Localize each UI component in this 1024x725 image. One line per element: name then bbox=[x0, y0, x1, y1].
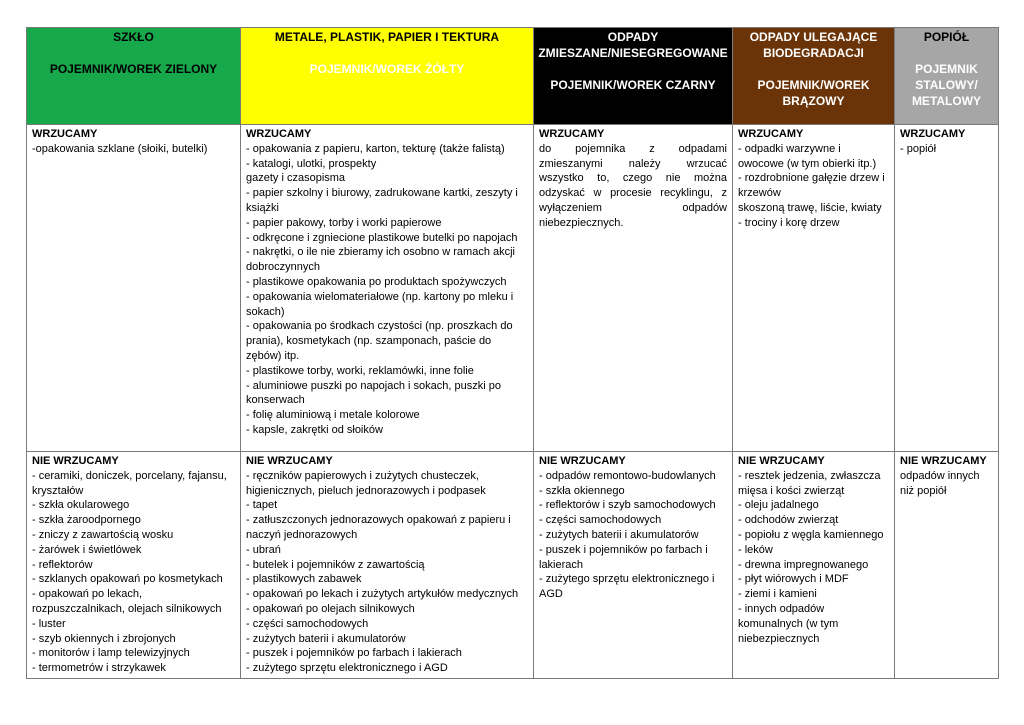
list-item: - odpadki warzywne i owocowe (w tym obierki itp.) bbox=[738, 142, 877, 170]
list-item: - żarówek i świetlówek bbox=[32, 543, 142, 556]
put-row bbox=[27, 125, 999, 452]
list-item: - płyt wiórowych i MDF bbox=[738, 573, 849, 586]
list-item: - szkła okiennego bbox=[539, 484, 625, 497]
list-item: - zniczy z zawartością wosku bbox=[32, 528, 174, 541]
header-spacer bbox=[31, 45, 236, 61]
list-item: - ręczników papierowych i zużytych chusteczek, higienicznych, pieluch jednorazowych i podpasek bbox=[246, 469, 486, 497]
column-title: POPIÓŁ bbox=[923, 30, 970, 44]
noput-row bbox=[27, 452, 999, 679]
noput-cell-szklo bbox=[27, 452, 241, 679]
column-title: METALE, PLASTIK, PAPIER I TEKTURA bbox=[274, 30, 500, 44]
container-label: POJEMNIK STALOWY/ METALOWY bbox=[911, 62, 982, 108]
list-item: - reflektorów i szyb samochodowych bbox=[539, 499, 716, 512]
noput-cell-bio bbox=[733, 452, 895, 679]
put-cell-popiol bbox=[895, 125, 999, 452]
list-item: - części samochodowych bbox=[539, 514, 662, 527]
header-odpady-zmieszane bbox=[534, 28, 733, 125]
header-spacer bbox=[538, 61, 728, 77]
noput-label: NIE WRZUCAMY bbox=[900, 455, 987, 467]
waste-segregation-table bbox=[26, 27, 999, 679]
list-item: - ziemi i kamieni bbox=[738, 588, 817, 601]
list-item: - opakowania wielomateriałowe (np. kartony po mleku i sokach) bbox=[246, 290, 514, 318]
list-item: do pojemnika z odpadami zmieszanymi należy wrzucać wszystko to, czego nie można odzyskać w procesie recyklingu, z wyłączeniem odpadów niebezpiecznych. bbox=[539, 142, 727, 229]
list-item: - plastikowe torby, worki, reklamówki, inne folie bbox=[246, 364, 474, 377]
list-item: - opakowań po olejach silnikowych bbox=[246, 602, 415, 615]
noput-label: NIE WRZUCAMY bbox=[32, 455, 119, 467]
list-item: - papier pakowy, torby i worki papierowe bbox=[246, 216, 442, 229]
list-item: - popiół bbox=[900, 142, 937, 155]
list-item: - papier szkolny i biurowy, zadrukowane kartki, zeszyty i książki bbox=[246, 187, 518, 214]
list-item: - leków bbox=[738, 543, 773, 556]
header-spacer bbox=[245, 45, 529, 61]
put-label: WRZUCAMY bbox=[900, 128, 966, 140]
column-title: SZKŁO bbox=[113, 30, 154, 44]
list-item: - plastikowych zabawek bbox=[246, 573, 362, 586]
list-item: - odchodów zwierząt bbox=[738, 514, 839, 527]
list-item: - zużytego sprzętu elektronicznego i AGD bbox=[246, 662, 448, 675]
list-item: - opakowania z papieru, karton, tekturę (także falistą) bbox=[246, 142, 505, 155]
list-item: - puszek i pojemników po farbach i lakierach bbox=[246, 647, 462, 660]
list-item: - opakowań po lekach i zużytych artykułów medycznych bbox=[246, 588, 519, 601]
noput-cell-popiol bbox=[895, 452, 999, 679]
list-item: - ubrań bbox=[246, 543, 281, 556]
put-label: WRZUCAMY bbox=[32, 128, 98, 140]
list-item: - zużytych baterii i akumulatorów bbox=[246, 632, 406, 645]
list-item: - części samochodowych bbox=[246, 617, 369, 630]
noput-label: NIE WRZUCAMY bbox=[738, 455, 825, 467]
noput-label: NIE WRZUCAMY bbox=[246, 455, 333, 467]
header-spacer bbox=[899, 45, 994, 61]
container-label: POJEMNIK/WOREK CZARNY bbox=[550, 78, 716, 92]
put-cell-bio bbox=[733, 125, 895, 452]
put-label: WRZUCAMY bbox=[539, 128, 605, 140]
noput-label: NIE WRZUCAMY bbox=[539, 455, 626, 467]
list-item: - szkła żaroodpornego bbox=[32, 514, 141, 527]
list-item: - odpadów remontowo-budowlanych bbox=[539, 469, 716, 482]
list-item: - kapsle, zakrętki od słoików bbox=[246, 423, 383, 436]
list-item: - katalogi, ulotki, prospekty bbox=[246, 157, 377, 170]
list-item: - zatłuszczonych jednorazowych opakowań z papieru i naczyń jednorazowych bbox=[246, 514, 511, 541]
list-item: - aluminiowe puszki po napojach i sokach, puszki po konserwach bbox=[246, 379, 501, 407]
column-title: ODPADY ULEGAJĄCE BIODEGRADACJI bbox=[749, 30, 878, 60]
header-odpady-bio bbox=[733, 28, 895, 125]
list-item: - zużytego sprzętu elektronicznego i AGD bbox=[539, 573, 715, 601]
list-item: - opakowań po lekach, rozpuszczalnikach, olejach silnikowych bbox=[32, 588, 222, 615]
list-item: - szyb okiennych i zbrojonych bbox=[32, 632, 176, 645]
column-title: ODPADY ZMIESZANE/NIESEGREGOWANE bbox=[538, 30, 728, 60]
put-label: WRZUCAMY bbox=[738, 128, 804, 140]
list-item: - szklanych opakowań po kosmetykach bbox=[32, 573, 223, 586]
put-cell-zmieszane bbox=[534, 125, 733, 452]
list-item: - trociny i korę drzew bbox=[738, 216, 840, 229]
header-row bbox=[27, 28, 999, 125]
header-popiol bbox=[895, 28, 999, 125]
put-cell-metale bbox=[241, 125, 534, 452]
list-item: gazety i czasopisma bbox=[246, 172, 346, 185]
list-item: - popiołu z węgla kamiennego bbox=[738, 528, 884, 541]
list-item: - drewna impregnowanego bbox=[738, 558, 869, 571]
list-item: - plastikowe opakowania po produktach spożywczych bbox=[246, 275, 507, 288]
list-item: - odkręcone i zgniecione plastikowe butelki po napojach bbox=[246, 231, 518, 244]
list-item: - nakrętki, o ile nie zbieramy ich osobno w ramach akcji dobroczynnych bbox=[246, 246, 516, 274]
list-item: -opakowania szklane (słoiki, butelki) bbox=[32, 142, 208, 155]
list-item: - folię aluminiową i metale kolorowe bbox=[246, 409, 420, 422]
list-item: - szkła okularowego bbox=[32, 499, 130, 512]
list-item: - ceramiki, doniczek, porcelany, fajansu, kryształów bbox=[32, 469, 227, 497]
list-item: - termometrów i strzykawek bbox=[32, 662, 166, 675]
list-item: - oleju jadalnego bbox=[738, 499, 819, 512]
list-item: skoszoną trawę, liście, kwiaty bbox=[738, 201, 882, 214]
list-item: - rozdrobnione gałęzie drzew i krzewów bbox=[738, 172, 885, 200]
noput-cell-zmieszane bbox=[534, 452, 733, 679]
header-szklo bbox=[27, 28, 241, 125]
noput-cell-metale bbox=[241, 452, 534, 679]
list-item: - butelek i pojemników z zawartością bbox=[246, 558, 425, 571]
list-item: odpadów innych niż popiół bbox=[900, 469, 980, 497]
container-label: POJEMNIK/WOREK BRĄZOWY bbox=[757, 78, 870, 108]
header-spacer bbox=[737, 61, 890, 77]
list-item: - luster bbox=[32, 617, 66, 630]
put-cell-szklo bbox=[27, 125, 241, 452]
put-label: WRZUCAMY bbox=[246, 128, 312, 140]
list-item: - resztek jedzenia, zwłaszcza mięsa i kości zwierząt bbox=[738, 469, 881, 497]
list-item: - monitorów i lamp telewizyjnych bbox=[32, 647, 190, 660]
list-item: - reflektorów bbox=[32, 558, 93, 571]
list-item: - opakowania po środkach czystości (np. proszkach do prania), kosmetykach (np. szamponach, paście do zębów) itp. bbox=[246, 320, 513, 362]
list-item: - tapet bbox=[246, 499, 278, 512]
list-item: - zużytych baterii i akumulatorów bbox=[539, 528, 699, 541]
container-label: POJEMNIK/WOREK ZIELONY bbox=[49, 62, 218, 76]
list-item: - innych odpadów komunalnych (w tym niebezpiecznych bbox=[738, 602, 839, 645]
header-metale-plastik-papier bbox=[241, 28, 534, 125]
list-item: - puszek i pojemników po farbach i lakierach bbox=[539, 543, 708, 571]
container-label: POJEMNIK/WOREK ŻÓŁTY bbox=[309, 62, 465, 76]
